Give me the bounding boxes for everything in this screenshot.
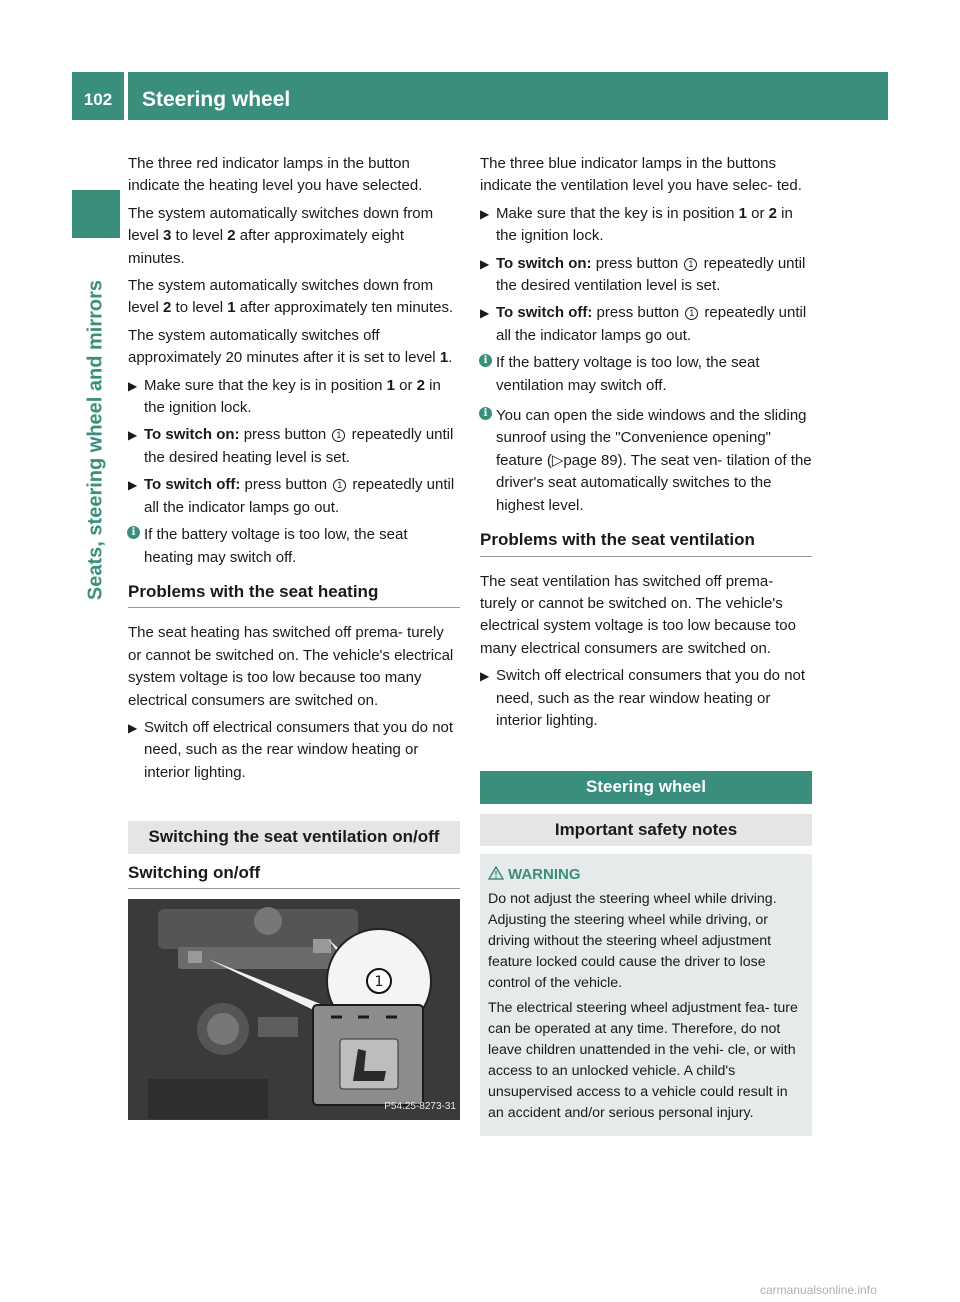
section-band: Switching the seat ventilation on/off	[128, 821, 460, 853]
figure-callout-label: 1	[374, 973, 384, 990]
instruction-step: ▶ To switch on: press button 1 repeatedly until the desired ventilation level is set.	[480, 254, 806, 295]
step-arrow-icon: ▶	[128, 720, 138, 735]
subsection-heading: Switching on/off	[128, 862, 460, 889]
info-icon: i	[479, 407, 492, 420]
instruction-step: ▶ To switch on: press button 1 repeatedly until the desired heating level is set.	[128, 426, 454, 466]
section-band: Important safety notes	[480, 814, 812, 846]
figure-code: P54.25-8273-31	[384, 1100, 456, 1112]
warning-text: Do not adjust the steering wheel while driving. Adjusting the steering wheel while driving, or driving without the steering wheel adjustment feature locked could cause the driver to lose control of the vehicle.	[488, 891, 777, 992]
instruction-step: ▶ Make sure that the key is in position 1 or 2 in the ignition lock.	[480, 204, 793, 245]
callout-ref-icon: 1	[332, 429, 345, 442]
step-arrow-icon: ▶	[128, 378, 138, 393]
paragraph: The system automatically switches down from level 2 to level 1 after approximately ten minutes.	[128, 277, 454, 317]
page-header	[72, 72, 888, 120]
callout-ref-icon: 1	[685, 307, 698, 320]
console-illustration	[128, 899, 460, 1120]
info-icon: i	[127, 526, 140, 539]
watermark: carmanualsonline.info	[760, 1283, 877, 1297]
step-arrow-icon: ▶	[128, 428, 138, 443]
info-note: i If the battery voltage is too low, the seat ventilation may switch off.	[480, 352, 812, 397]
warning-box	[480, 854, 812, 1136]
instruction-step: ▶ Switch off electrical consumers that you do not need, such as the rear window heating or interior lighting.	[128, 718, 454, 781]
chapter-band: Steering wheel	[480, 771, 812, 803]
paragraph: The system automatically switches off approximately 20 minutes after it is set to level 1.	[128, 326, 453, 367]
paragraph: The three red indicator lamps in the button indicate the heating level you have selected.	[128, 155, 423, 195]
chapter-title: Steering wheel	[142, 88, 291, 111]
instruction-step: ▶ Make sure that the key is in position 1 or 2 in the ignition lock.	[128, 376, 441, 417]
warning-text: The electrical steering wheel adjustment fea- ture can be operated at any time. Therefore, do not leave children unattended in the vehi- cle, or with access to an unlocked vehicle. A child's unsupervised access to a vehicle could result in an accident and/or serious personal injury.	[488, 1000, 798, 1122]
paragraph: The seat ventilation has switched off prema- turely or cannot be switched on. The vehicle's electrical system voltage is too low because too many electrical consumers are switched on.	[480, 572, 796, 657]
instruction-step: ▶ To switch off: press button 1 repeatedly until all the indicator lamps go out.	[128, 476, 455, 516]
page-number: 102	[83, 90, 113, 109]
paragraph: The seat heating has switched off prema- turely or cannot be switched on. The vehicle's electrical system voltage is too low because too many electrical consumers are switched on.	[128, 624, 454, 709]
left-column	[128, 153, 460, 1120]
info-note: i If the battery voltage is too low, the seat heating may switch off.	[128, 524, 460, 569]
step-arrow-icon: ▶	[128, 478, 138, 493]
right-column	[480, 153, 812, 1136]
section-heading: Problems with the seat heating	[128, 581, 460, 608]
warning-triangle-icon	[488, 866, 504, 880]
paragraph: The system automatically switches down from level 3 to level 2 after approximately eight minutes.	[128, 204, 434, 267]
warning-heading: WARNING	[488, 864, 804, 885]
paragraph: The three blue indicator lamps in the buttons indicate the ventilation level you have selec- ted.	[480, 155, 802, 195]
side-tab-marker	[72, 190, 120, 238]
step-arrow-icon: ▶	[480, 669, 490, 684]
step-arrow-icon: ▶	[480, 306, 490, 321]
page-ref-arrow-icon: ▷	[551, 451, 564, 469]
info-note: i You can open the side windows and the sliding sunroof using the "Convenience opening" feature (▷page 89). The seat ven- tilation of the driver's seat automatically switches to the highest level.	[480, 405, 812, 517]
instruction-step: ▶ To switch off: press button 1 repeatedly until all the indicator lamps go out.	[480, 304, 807, 344]
info-icon: i	[479, 354, 492, 367]
instruction-step: ▶ Switch off electrical consumers that you do not need, such as the rear window heating or interior lighting.	[480, 667, 806, 729]
section-heading: Problems with the seat ventilation	[480, 529, 812, 556]
callout-ref-icon: 1	[684, 258, 697, 271]
console-photo	[128, 899, 460, 1120]
side-section-label: Seats, steering wheel and mirrors	[84, 279, 107, 601]
callout-ref-icon: 1	[333, 479, 346, 492]
header-separator	[124, 72, 128, 120]
step-arrow-icon: ▶	[480, 206, 490, 221]
step-arrow-icon: ▶	[480, 256, 490, 271]
